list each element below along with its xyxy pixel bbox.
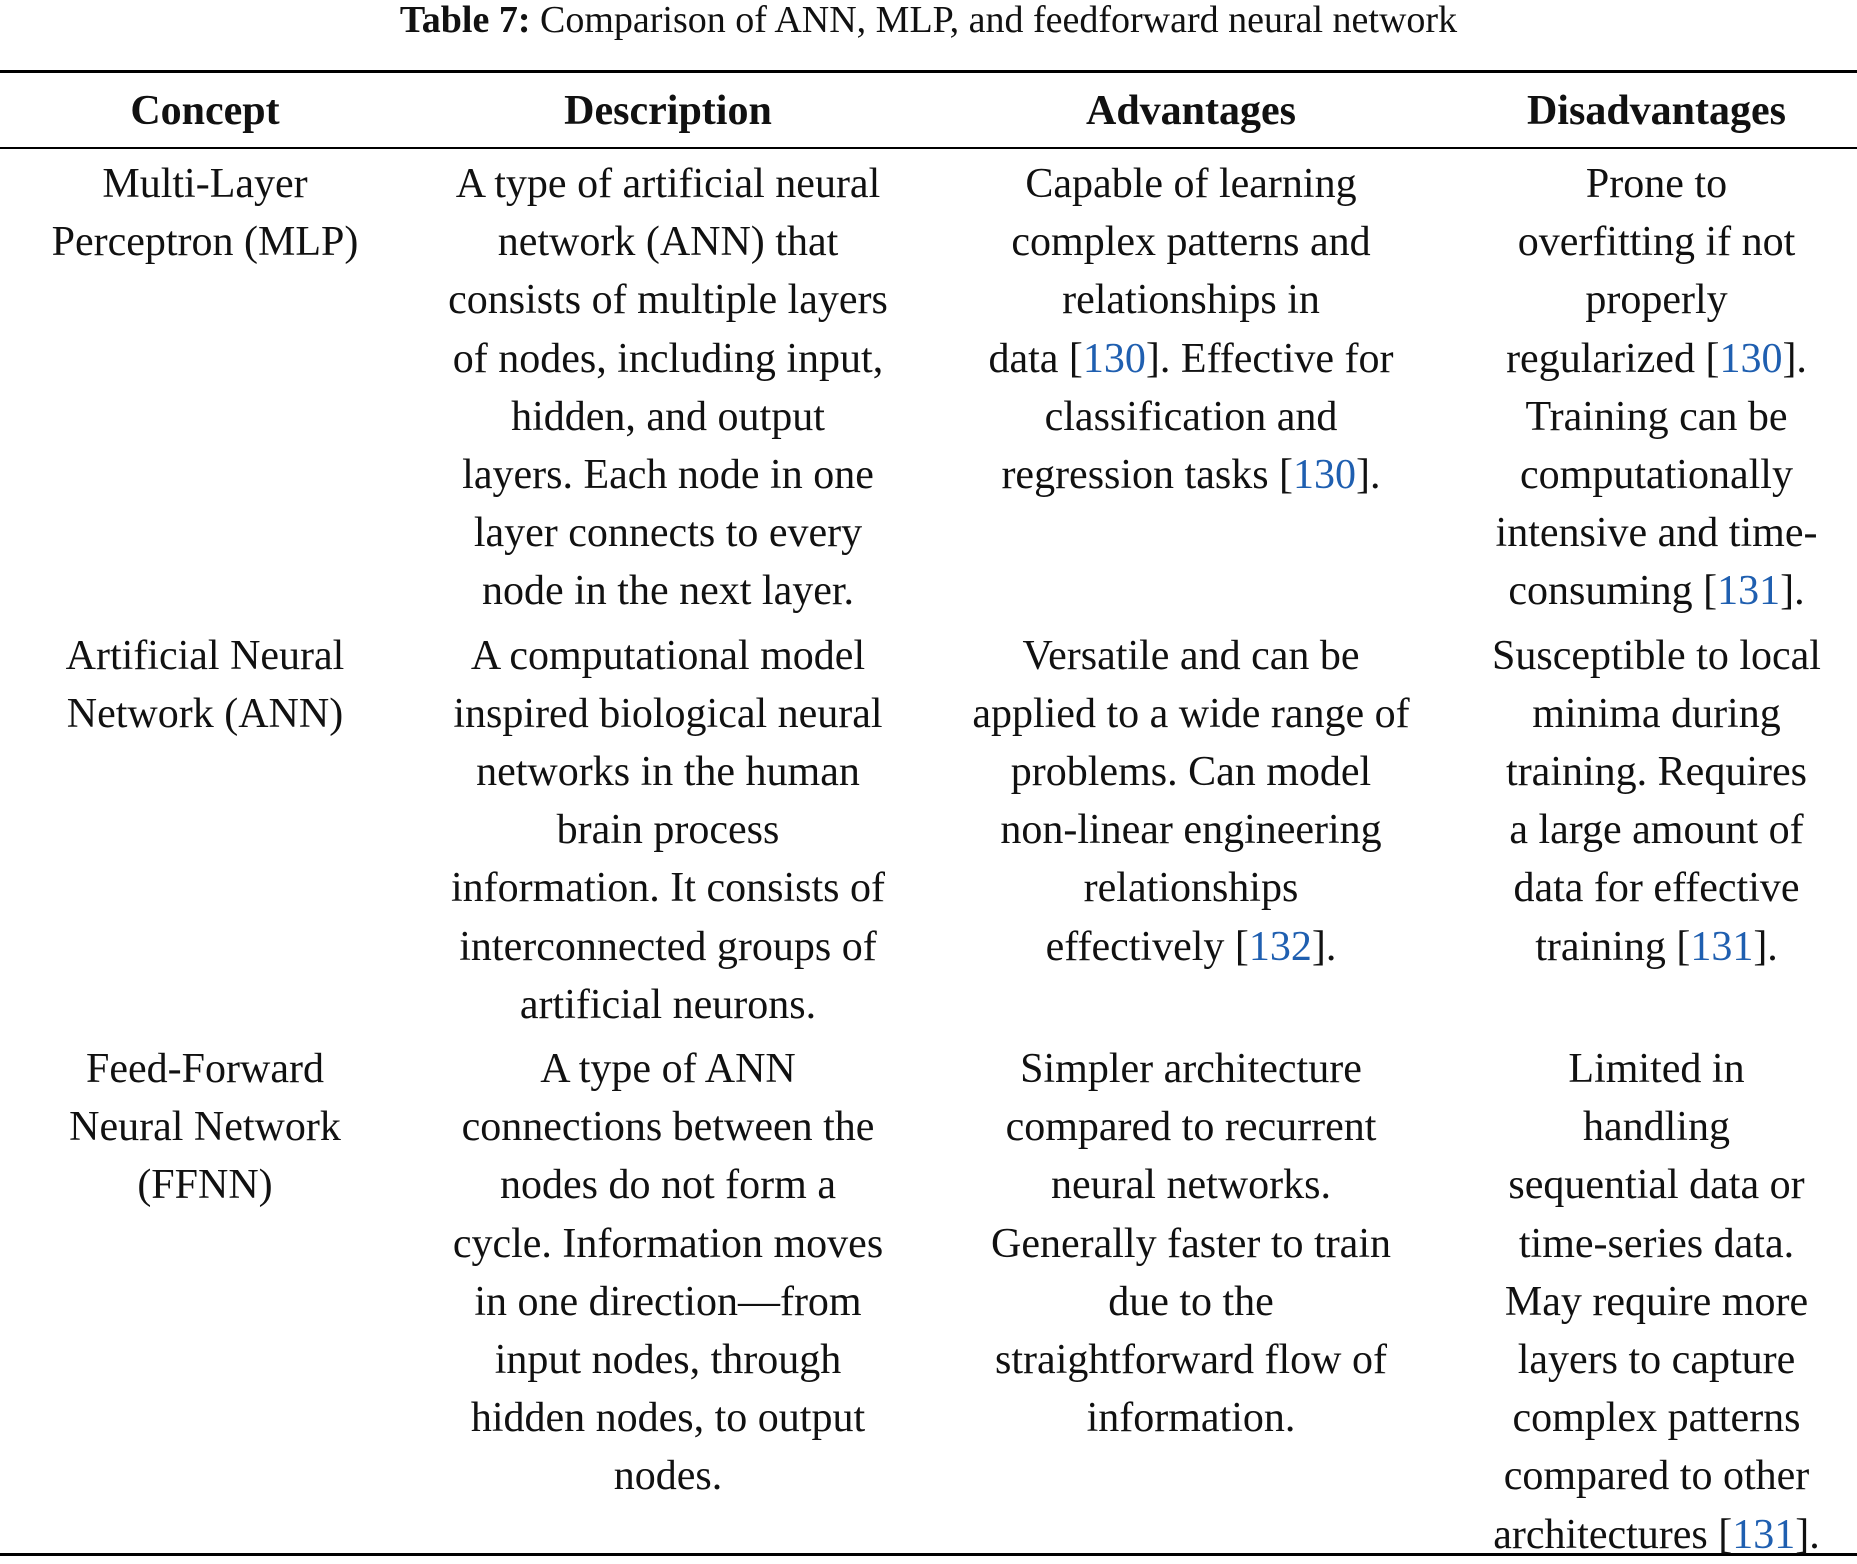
cell-line [926, 918, 1456, 976]
cell-text: compared to other [1503, 1453, 1810, 1500]
cell-line: Perceptron (MLP) [51, 219, 359, 266]
cell-text: training. Requires [1506, 749, 1807, 796]
cell-text: relationships in [1062, 277, 1320, 324]
cell-line [1456, 1156, 1857, 1214]
cell-text: layers to capture [1517, 1337, 1796, 1384]
table-caption-text: Comparison of ANN, MLP, and feedforward neural network [530, 0, 1458, 41]
disadvantages-cell [1456, 621, 1857, 1034]
advantages-cell [926, 1034, 1456, 1564]
cell-line: information. It consists of [451, 865, 885, 912]
cell-line [1456, 627, 1857, 685]
cell-line: A type of ANN [540, 1046, 796, 1093]
table-row [0, 1034, 1857, 1564]
cell-line [1456, 1098, 1857, 1156]
cell-line [1456, 918, 1857, 976]
cell-line: Neural Network [69, 1104, 341, 1151]
cell-text: ]. [1795, 1511, 1820, 1558]
cell-line: cycle. Information moves [452, 1220, 884, 1267]
header-disadvantages: Disadvantages [1526, 87, 1787, 134]
cell-text: regularized [ [1506, 335, 1720, 382]
cell-text: ]. [1311, 923, 1337, 970]
cell-line [1456, 743, 1857, 801]
cell-text: computationally [1520, 452, 1793, 499]
cell-line [1456, 859, 1857, 917]
cell-line: of nodes, including input, [452, 335, 884, 382]
cell-line: in one direction—from [474, 1278, 862, 1325]
cell-line: brain process [556, 807, 780, 854]
citation-link[interactable]: 130 [1719, 335, 1783, 382]
cell-text: applied to a wide range of [972, 690, 1410, 737]
cell-text: sequential data or [1508, 1162, 1805, 1209]
cell-line [926, 1215, 1456, 1273]
cell-text: ]. [1782, 335, 1807, 382]
cell-text: effectively [ [1045, 923, 1249, 970]
header-description: Description [564, 87, 772, 134]
cell-line [1456, 446, 1857, 504]
cell-text: problems. Can model [1010, 749, 1372, 796]
cell-text: due to the [1108, 1278, 1274, 1325]
cell-line [926, 627, 1456, 685]
cell-text: Limited in [1568, 1046, 1745, 1093]
cell-line [926, 388, 1456, 446]
cell-text: straightforward flow of [995, 1337, 1387, 1384]
cell-line [926, 685, 1456, 743]
citation-link[interactable]: 131 [1717, 568, 1781, 615]
cell-line [1456, 155, 1857, 213]
cell-line [1456, 1273, 1857, 1331]
citation-link[interactable]: 130 [1082, 335, 1146, 382]
cell-line [1456, 504, 1857, 562]
cell-text: complex patterns and [1011, 219, 1371, 266]
concept-cell [0, 147, 410, 621]
cell-line [926, 1331, 1456, 1389]
cell-line: inspired biological neural [453, 690, 883, 737]
cell-line: A type of artificial neural [455, 161, 881, 207]
description-cell [410, 621, 926, 1034]
table-body [0, 147, 1857, 1564]
cell-line: network (ANN) that [497, 219, 839, 266]
cell-line: Artificial Neural [65, 632, 345, 679]
cell-line [1456, 1389, 1857, 1447]
cell-line: consists of multiple layers [448, 277, 888, 324]
cell-text: Susceptible to local [1492, 632, 1821, 679]
cell-line [926, 271, 1456, 329]
header-advantages: Advantages [1085, 87, 1297, 134]
cell-line: input nodes, through [494, 1337, 842, 1384]
cell-text: Prone to [1585, 161, 1728, 207]
cell-line [926, 213, 1456, 271]
cell-text: properly [1585, 277, 1728, 324]
cell-text: ]. Effective for [1145, 335, 1394, 382]
cell-text: data for effective [1513, 865, 1800, 912]
cell-line: layer connects to every [473, 510, 863, 557]
cell-text: a large amount of [1509, 807, 1804, 854]
description-cell [410, 147, 926, 621]
cell-text: Training can be [1525, 393, 1788, 440]
cell-line: connections between the [461, 1104, 875, 1151]
cell-text: architectures [ [1493, 1511, 1733, 1558]
cell-line [1456, 330, 1857, 388]
table-row [0, 621, 1857, 1034]
cell-line: nodes. [613, 1453, 723, 1500]
cell-line [926, 743, 1456, 801]
cell-text: compared to recurrent [1005, 1104, 1377, 1151]
cell-text: complex patterns [1512, 1395, 1801, 1442]
cell-text: ]. [1780, 568, 1805, 615]
cell-line [926, 155, 1456, 213]
cell-line [926, 801, 1456, 859]
cell-text: Generally faster to train [991, 1220, 1391, 1267]
advantages-cell [926, 147, 1456, 621]
cell-text: regression tasks [ [1001, 452, 1294, 499]
cell-line [1456, 801, 1857, 859]
cell-line: artificial neurons. [519, 981, 817, 1028]
cell-line: nodes do not form a [500, 1162, 836, 1209]
table-top-rule [0, 70, 1857, 73]
concept-cell [0, 621, 410, 1034]
concept-cell [0, 1034, 410, 1564]
disadvantages-cell [1456, 147, 1857, 621]
citation-link[interactable]: 132 [1248, 923, 1312, 970]
cell-line: networks in the human [476, 749, 860, 796]
table-caption-label: Table 7: [399, 0, 531, 41]
cell-text: ]. [1753, 923, 1778, 970]
citation-link[interactable]: 131 [1732, 1511, 1796, 1558]
cell-text: training [ [1535, 923, 1691, 970]
cell-line [1456, 1447, 1857, 1505]
citation-link[interactable]: 130 [1293, 452, 1357, 499]
cell-line [1456, 1215, 1857, 1273]
table-row [0, 147, 1857, 621]
cell-line [1456, 685, 1857, 743]
cell-text: minima during [1532, 690, 1781, 737]
cell-line [926, 1156, 1456, 1214]
cell-text: Simpler architecture [1020, 1046, 1362, 1093]
cell-text: May require more [1504, 1278, 1809, 1325]
cell-line [1456, 213, 1857, 271]
disadvantages-cell [1456, 1034, 1857, 1564]
cell-line [926, 1098, 1456, 1156]
table-header-row [0, 74, 1857, 147]
cell-line [1456, 562, 1857, 620]
description-cell [410, 1034, 926, 1564]
cell-line [1456, 1040, 1857, 1098]
cell-line [1456, 271, 1857, 329]
cell-line [926, 1389, 1456, 1447]
cell-text: ]. [1356, 452, 1381, 499]
cell-text: overfitting if not [1517, 219, 1796, 266]
cell-text: information. [1086, 1395, 1296, 1442]
citation-link[interactable]: 131 [1690, 923, 1754, 970]
cell-text: intensive and time- [1495, 510, 1818, 557]
cell-line [926, 859, 1456, 917]
cell-line: hidden, and output [511, 393, 825, 440]
cell-line [1456, 1506, 1857, 1564]
cell-line: layers. Each node in one [462, 452, 874, 499]
cell-line: Network (ANN) [66, 690, 344, 737]
cell-text: time-series data. [1518, 1220, 1795, 1267]
cell-text: Capable of learning [1025, 161, 1357, 207]
table-caption [0, 0, 1857, 40]
cell-text: consuming [ [1508, 568, 1718, 615]
cell-text: data [ [988, 335, 1083, 382]
cell-line: A computational model [470, 632, 866, 679]
cell-line: (FFNN) [137, 1162, 273, 1209]
cell-line [926, 330, 1456, 388]
cell-line: hidden nodes, to output [470, 1395, 866, 1442]
cell-line [926, 1273, 1456, 1331]
cell-line [926, 1040, 1456, 1098]
cell-line: node in the next layer. [481, 568, 855, 615]
cell-line: Multi-Layer [102, 161, 308, 207]
cell-line [926, 446, 1456, 504]
cell-line [1456, 1331, 1857, 1389]
cell-text: Versatile and can be [1022, 632, 1360, 679]
cell-text: handling [1583, 1104, 1730, 1151]
cell-text: non-linear engineering [1000, 807, 1382, 854]
cell-line [1456, 388, 1857, 446]
comparison-table [0, 74, 1857, 1564]
header-concept: Concept [130, 87, 280, 134]
cell-text: relationships [1083, 865, 1299, 912]
advantages-cell [926, 621, 1456, 1034]
cell-line: Feed-Forward [86, 1046, 324, 1093]
cell-text: classification and [1044, 393, 1338, 440]
cell-text: neural networks. [1051, 1162, 1331, 1209]
cell-line: interconnected groups of [459, 923, 877, 970]
